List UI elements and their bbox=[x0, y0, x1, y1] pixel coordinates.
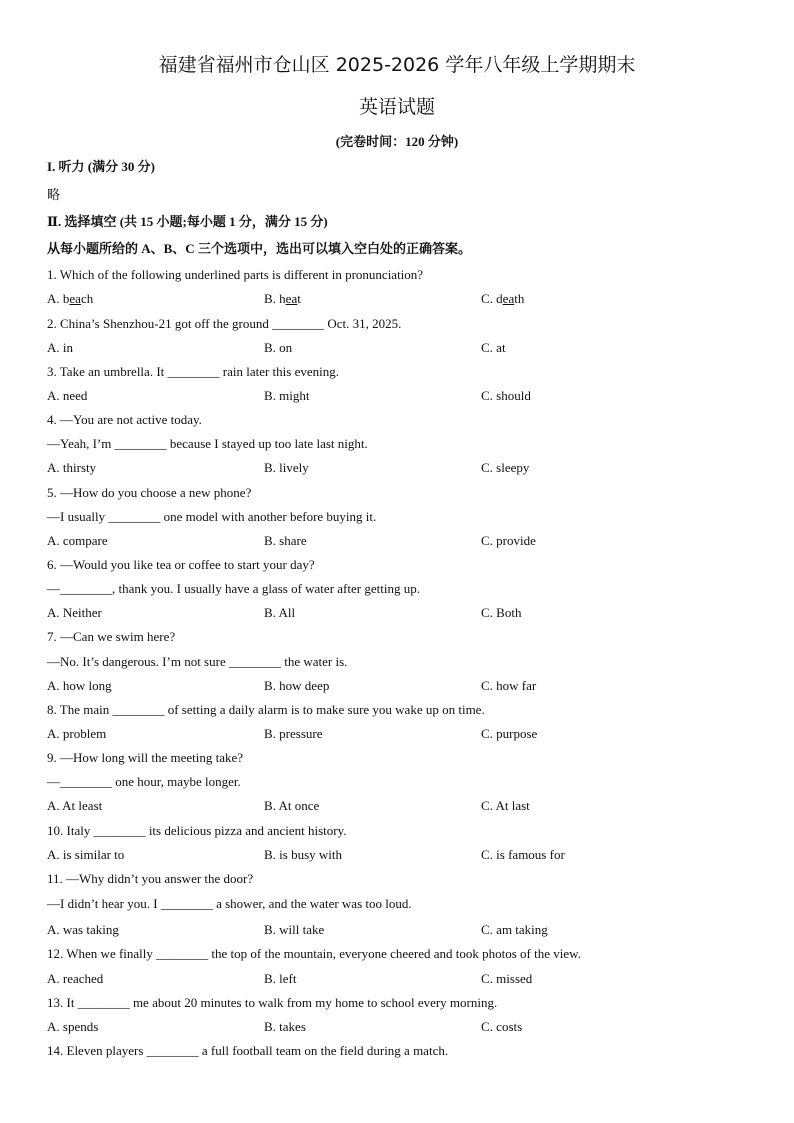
section1-heading: I. 听力 (满分 30 分) bbox=[47, 159, 155, 174]
q9-stem: 9. —How long will the meeting take? bbox=[47, 750, 244, 765]
q12-option-b: B. left bbox=[264, 971, 297, 986]
q5-stem-reply: —I usually ________ one model with another before buying it. bbox=[47, 509, 377, 524]
q10-option-c: C. is famous for bbox=[481, 847, 565, 862]
q11-stem-reply: —I didn’t hear you. I ________ a shower, and the water was too loud. bbox=[47, 896, 412, 911]
q9-option-c: C. At last bbox=[481, 798, 530, 813]
q6-option-c: C. Both bbox=[481, 605, 522, 620]
q8-option-b: B. pressure bbox=[264, 726, 323, 741]
q1-option-a: A. beach bbox=[47, 291, 94, 306]
q2-option-c: C. at bbox=[481, 340, 506, 355]
q12-option-c: C. missed bbox=[481, 971, 533, 986]
q5-option-a: A. compare bbox=[47, 533, 108, 548]
q2-stem: 2. China’s Shenzhou-21 got off the ground ________ Oct. 31, 2025. bbox=[47, 316, 402, 331]
q11-option-a: A. was taking bbox=[47, 922, 119, 937]
q3-option-c: C. should bbox=[481, 388, 531, 403]
q12-option-a: A. reached bbox=[47, 971, 104, 986]
q11-option-b: B. will take bbox=[264, 922, 325, 937]
q13-option-b: B. takes bbox=[264, 1019, 306, 1034]
q8-option-c: C. purpose bbox=[481, 726, 538, 741]
q7-option-c: C. how far bbox=[481, 678, 537, 693]
q6-option-b: B. All bbox=[264, 605, 296, 620]
q3-option-a: A. need bbox=[47, 388, 88, 403]
q12-stem: 12. When we finally ________ the top of the mountain, everyone cheered and took photos of the view. bbox=[47, 946, 581, 961]
q4-option-a: A. thirsty bbox=[47, 460, 97, 475]
q5-option-c: C. provide bbox=[481, 533, 536, 548]
q8-option-a: A. problem bbox=[47, 726, 107, 741]
section2-heading: Ⅱ. 选择填空 (共 15 小题;每小题 1 分，满分 15 分) bbox=[47, 214, 328, 229]
q4-stem-reply: —Yeah, I’m ________ because I stayed up too late last night. bbox=[47, 436, 368, 451]
q6-stem: 6. —Would you like tea or coffee to start your day? bbox=[47, 557, 315, 572]
q1-stem: 1. Which of the following underlined parts is different in pronunciation? bbox=[47, 267, 424, 282]
q7-option-a: A. how long bbox=[47, 678, 112, 693]
q5-option-b: B. share bbox=[264, 533, 307, 548]
q5-stem: 5. —How do you choose a new phone? bbox=[47, 485, 252, 500]
q8-stem: 8. The main ________ of setting a daily alarm is to make sure you wake up on time. bbox=[47, 702, 485, 717]
q4-option-b: B. lively bbox=[264, 460, 309, 475]
q6-stem-reply: —________, thank you. I usually have a glass of water after getting up. bbox=[47, 581, 420, 596]
q2-option-b: B. on bbox=[264, 340, 293, 355]
q11-option-c: C. am taking bbox=[481, 922, 548, 937]
q9-option-a: A. At least bbox=[47, 798, 103, 813]
time-note: (完卷时间：120 分钟) bbox=[335, 134, 459, 149]
q3-stem: 3. Take an umbrella. It ________ rain later this evening. bbox=[47, 364, 339, 379]
q2-option-a: A. in bbox=[47, 340, 73, 355]
q6-option-a: A. Neither bbox=[47, 605, 102, 620]
q13-stem: 13. It ________ me about 20 minutes to walk from my home to school every morning. bbox=[47, 995, 498, 1010]
q7-stem-reply: —No. It’s dangerous. I’m not sure ________ the water is. bbox=[47, 654, 348, 669]
q1-option-c: C. death bbox=[481, 291, 525, 306]
q13-option-c: C. costs bbox=[481, 1019, 523, 1034]
q1-option-b: B. heat bbox=[264, 291, 301, 306]
q7-option-b: B. how deep bbox=[264, 678, 330, 693]
q7-stem: 7. —Can we swim here? bbox=[47, 629, 176, 644]
q9-stem-reply: —________ one hour, maybe longer. bbox=[47, 774, 241, 789]
q3-option-b: B. might bbox=[264, 388, 310, 403]
q10-stem: 10. Italy ________ its delicious pizza and ancient history. bbox=[47, 823, 347, 838]
page-subtitle: 英语试题 bbox=[358, 96, 435, 118]
q4-stem: 4. —You are not active today. bbox=[47, 412, 202, 427]
q9-option-b: B. At once bbox=[264, 798, 320, 813]
q11-stem: 11. —Why didn’t you answer the door? bbox=[47, 871, 254, 886]
q4-option-c: C. sleepy bbox=[481, 460, 530, 475]
section2-instruction: 从每小题所给的 A、B、C 三个选项中，选出可以填入空白处的正确答案。 bbox=[47, 241, 471, 256]
q10-option-a: A. is similar to bbox=[47, 847, 125, 862]
section1-note: 略 bbox=[47, 187, 61, 202]
page-title: 福建省福州市仓山区 2025-2026 学年八年级上学期期末 bbox=[158, 54, 636, 76]
q10-option-b: B. is busy with bbox=[264, 847, 343, 862]
q14-stem: 14. Eleven players ________ a full football team on the field during a match. bbox=[47, 1043, 449, 1058]
q13-option-a: A. spends bbox=[47, 1019, 99, 1034]
